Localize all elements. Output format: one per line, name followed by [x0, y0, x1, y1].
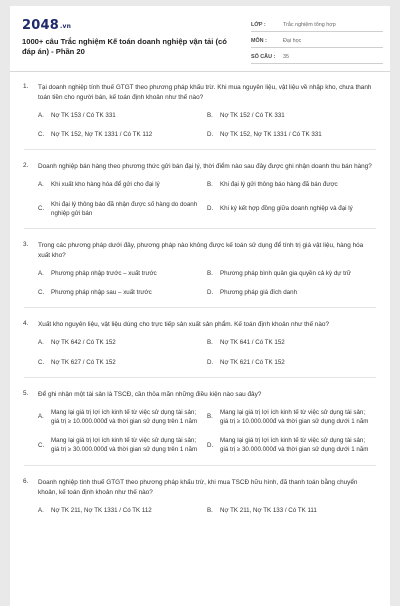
answer-options: [38, 506, 376, 525]
option-text: Khi đại lý thông báo đã nhận được số hàng do doanh nghiệp gửi bán: [51, 200, 198, 217]
question-text: Tại doanh nghiệp tính thuế GTGT theo phương pháp khấu trừ. Khi mua nguyên liệu, vật liệu về nhập kho, chưa thanh toán tiền cho người bán, kế toán định khoản như thế nào?: [38, 84, 372, 101]
option-text: Nợ TK 642 / Có TK 152: [51, 339, 116, 347]
option-letter: B.: [207, 339, 213, 347]
option-text: Nợ TK 153 / Có TK 331: [51, 112, 116, 119]
option-text: Mang lại giá trị lợi ích kinh tế từ việc sử dụng tài sản; giá trị ≥ 30.000.000đ và thời gian sử dụng dưới 1 năm: [220, 437, 369, 454]
answer-option[interactable]: [207, 200, 376, 218]
answer-option[interactable]: [38, 338, 207, 347]
option-letter: C.: [38, 441, 45, 449]
question-divider: [24, 377, 376, 378]
option-text: Phương pháp nhập sau – xuất trước: [51, 289, 152, 297]
site-logo[interactable]: [22, 18, 71, 33]
answer-option[interactable]: [207, 408, 376, 426]
page-title: 1000+ câu Trắc nghiệm Kế toán doanh nghiệp vận tải (có đáp án) - Phần 20: [22, 37, 227, 56]
answer-options: [38, 269, 376, 307]
option-letter: A.: [38, 112, 44, 119]
option-text: Mang lại giá trị lợi ích kinh tế từ việc sử dụng tài sản; giá trị ≥ 10.000.000đ và thời gian sử dụng trên 1 năm: [51, 408, 198, 426]
answer-option[interactable]: [38, 436, 207, 454]
option-text: Phương pháp giá đích danh: [220, 289, 298, 297]
answer-option[interactable]: [207, 269, 376, 278]
answer-option[interactable]: [207, 506, 376, 515]
option-letter: A.: [38, 339, 44, 347]
meta-value: Đại học: [283, 38, 302, 44]
option-text: Nợ TK 211, Nợ TK 1331 / Có TK 112: [51, 506, 152, 514]
option-text: Nợ TK 211, Nợ TK 133 / Có TK 111: [220, 506, 317, 514]
option-letter: D.: [207, 205, 214, 213]
option-letter: A.: [38, 181, 44, 189]
question-divider: [24, 228, 376, 229]
answer-option[interactable]: [207, 180, 376, 189]
meta-label: MÔN :: [251, 38, 267, 44]
meta-info: [251, 19, 383, 67]
option-letter: B.: [207, 413, 213, 421]
question-number: 6.: [23, 477, 29, 485]
answer-option[interactable]: [207, 288, 376, 297]
meta-value: 35: [283, 54, 289, 60]
option-text: Mang lại giá trị lợi ích kinh tế từ việc sử dụng tài sản; giá trị ≥ 10.000.000đ và thời gian sử dụng dưới 1 năm: [220, 408, 369, 426]
question-number: 2.: [23, 162, 29, 170]
option-letter: C.: [38, 289, 45, 297]
option-text: Nợ TK 152, Nợ TK 1331 / Có TK 112: [51, 131, 153, 139]
option-letter: D.: [207, 131, 214, 139]
answer-option[interactable]: [38, 408, 207, 426]
option-letter: C.: [38, 358, 45, 366]
question-number: 4.: [23, 320, 29, 328]
answer-option[interactable]: [38, 506, 207, 515]
answer-option[interactable]: [207, 111, 376, 120]
logo-tld: .vn: [59, 23, 72, 30]
option-letter: A.: [38, 506, 44, 514]
question-item: [10, 320, 390, 376]
question-item: [10, 83, 390, 149]
option-letter: B.: [207, 270, 213, 278]
option-text: Nợ TK 621 / Có TK 152: [220, 358, 285, 366]
question-text: Để ghi nhận một tài sản là TSCĐ, cần thỏa mãn những điều kiện nào sau đây?: [38, 390, 262, 398]
option-letter: D.: [207, 441, 214, 449]
option-text: Khi đại lý gửi thông báo hàng đã bán được: [220, 181, 338, 189]
option-letter: D.: [207, 289, 214, 297]
option-text: Khi ký kết hợp đồng giữa doanh nghiệp và đại lý: [220, 205, 353, 213]
answer-option[interactable]: [38, 200, 207, 218]
option-letter: B.: [207, 506, 213, 514]
question-number: 5.: [23, 389, 29, 397]
question-item: [10, 162, 390, 228]
question-item: [10, 241, 390, 307]
question-number: 1.: [23, 83, 29, 90]
question-divider: [24, 465, 376, 466]
option-text: Nợ TK 152, Nợ TK 1331 / Có TK 331: [220, 131, 322, 139]
question-divider: [24, 307, 376, 308]
question-text: Xuất kho nguyên liệu, vật liệu dùng cho trực tiếp sản xuất sản phẩm. Kế toán định khoản như thế nào?: [38, 321, 330, 329]
answer-option[interactable]: [38, 269, 207, 278]
answer-option[interactable]: [38, 358, 207, 367]
meta-row-class: [251, 19, 383, 32]
option-letter: D.: [207, 358, 214, 366]
option-letter: A.: [38, 413, 44, 421]
question-text: Trong các phương pháp dưới đây, phương pháp nào không được kế toán sử dụng để tính trị giá vật liệu, hàng hóa xuất kho?: [38, 242, 364, 260]
logo-text: 2048: [22, 18, 59, 33]
answer-option[interactable]: [38, 180, 207, 189]
option-letter: C.: [38, 205, 45, 213]
answer-options: [38, 111, 376, 149]
option-text: Nợ TK 641 / Có TK 152: [220, 339, 285, 347]
answer-options: [38, 408, 376, 465]
question-item: [10, 390, 390, 465]
answer-options: [38, 180, 376, 228]
option-text: Phương pháp nhập trước – xuất trước: [51, 270, 157, 278]
option-text: Nợ TK 627 / Có TK 152: [51, 358, 116, 366]
meta-row-count: [251, 51, 383, 64]
option-letter: B.: [207, 112, 213, 119]
option-text: Khi xuất kho hàng hóa để gửi cho đại lý: [51, 181, 160, 189]
answer-option[interactable]: [38, 288, 207, 297]
page-header: [10, 6, 390, 72]
question-divider: [24, 149, 376, 150]
answer-option[interactable]: [207, 436, 376, 454]
question-list: [10, 83, 390, 525]
meta-value: Trắc nghiệm tổng hợp: [283, 22, 336, 28]
option-letter: B.: [207, 181, 213, 189]
question-number: 3.: [23, 241, 29, 249]
option-text: Nợ TK 152 / Có TK 331: [220, 112, 285, 119]
option-text: Mang lại giá trị lợi ích kinh tế từ việc sử dụng tài sản; giá trị ≥ 30.000.000đ và thời gian sử dụng trên 1 năm: [51, 437, 198, 454]
question-text: Doanh nghiệp bán hàng theo phương thức gửi bán đại lý, thời điểm nào sau đây được ghi nhận doanh thu bán hàng?: [38, 163, 372, 171]
option-text: Phương pháp bình quân gia quyền cả kỳ dự trữ: [220, 270, 352, 278]
question-item: [10, 478, 390, 525]
answer-option[interactable]: [38, 130, 207, 139]
question-text: Doanh nghiệp tính thuế GTGT theo phương pháp khấu trừ, khi mua TSCĐ hữu hình, đã thanh toán bằng chuyển khoản, kế toán định khoản như thế nào?: [38, 478, 358, 496]
answer-option[interactable]: [38, 111, 207, 120]
meta-label: LỚP :: [251, 22, 266, 28]
meta-row-subject: [251, 35, 383, 48]
answer-option[interactable]: [207, 338, 376, 347]
answer-option[interactable]: [207, 130, 376, 139]
answer-option[interactable]: [207, 358, 376, 367]
meta-label: SỐ CÂU :: [251, 54, 276, 60]
option-letter: C.: [38, 131, 45, 139]
document-page: [10, 6, 390, 606]
answer-options: [38, 338, 376, 376]
option-letter: A.: [38, 270, 44, 278]
